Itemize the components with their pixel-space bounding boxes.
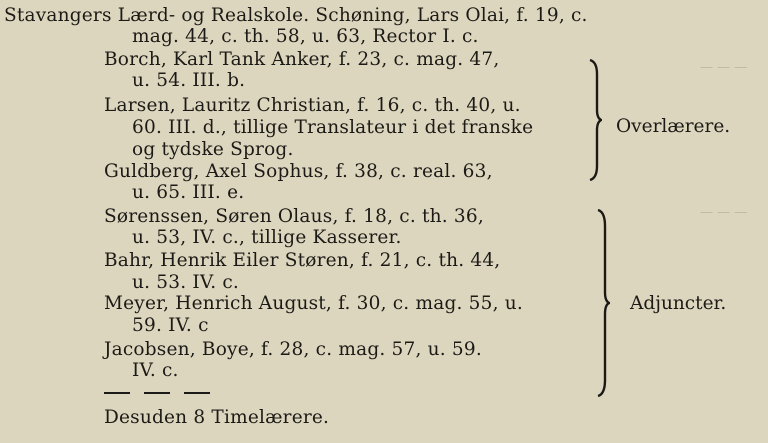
group-brace	[588, 58, 602, 182]
footer-line: Desuden 8 Timelærere.	[104, 407, 330, 428]
dash	[144, 392, 170, 394]
dash	[184, 392, 210, 394]
entry-line: mag. 44, c. th. 58, u. 63, Rector I. c.	[132, 26, 479, 47]
group-brace	[596, 208, 610, 398]
entry-line: 59. IV. c	[132, 315, 209, 336]
dash	[104, 392, 130, 394]
entry-line: u. 65. III. e.	[132, 182, 245, 203]
group-label-overlaerere: Overlærere.	[616, 116, 731, 137]
bleed-through-text: — — —	[700, 60, 748, 75]
entry-line: Stavangers Lærd- og Realskole. Schøning, Lars Olai, f. 19, c.	[4, 5, 588, 26]
separator-dashes	[104, 392, 210, 394]
bleed-through-text: — — —	[700, 205, 748, 220]
entry-line: Bahr, Henrik Eiler Støren, f. 21, c. th. 44,	[104, 250, 501, 271]
entry-line: u. 53, IV. c., tillige Kasserer.	[132, 227, 402, 248]
entry-line: Jacobsen, Boye, f. 28, c. mag. 57, u. 59.	[104, 339, 482, 360]
entry-line: Meyer, Henrich August, f. 30, c. mag. 55, u.	[104, 293, 523, 314]
entry-line: og tydske Sprog.	[132, 139, 294, 160]
entry-line: Sørenssen, Søren Olaus, f. 18, c. th. 36,	[104, 206, 484, 227]
entry-line: u. 54. III. b.	[132, 70, 246, 91]
entry-line: Borch, Karl Tank Anker, f. 23, c. mag. 47,	[104, 49, 500, 70]
entry-line: u. 53. IV. c.	[132, 272, 240, 293]
entry-line: 60. III. d., tillige Translateur i det franske	[132, 117, 534, 138]
entry-line: Guldberg, Axel Sophus, f. 38, c. real. 63,	[104, 161, 493, 182]
group-label-adjuncter: Adjuncter.	[630, 293, 727, 314]
entry-line: IV. c.	[132, 360, 179, 381]
entry-line: Larsen, Lauritz Christian, f. 16, c. th. 40, u.	[104, 95, 521, 116]
